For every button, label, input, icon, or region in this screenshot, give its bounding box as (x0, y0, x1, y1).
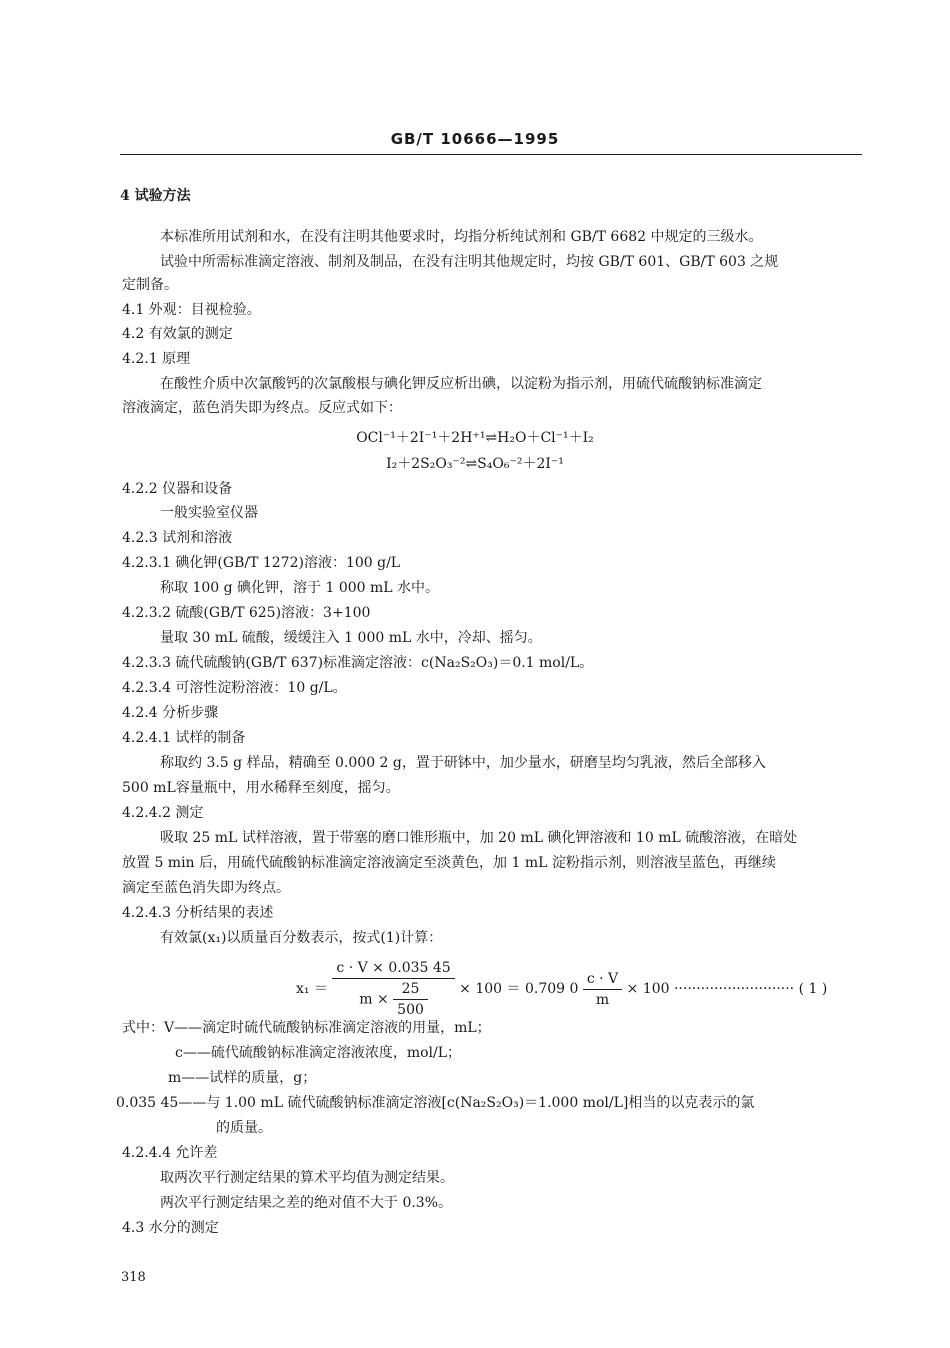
text-line: 4.2 有效氯的测定 (122, 326, 233, 342)
formula-lhs: x₁ ＝ (296, 981, 328, 997)
formula-num-1: c · V × 0.035 45 (332, 958, 454, 979)
text-line: 4.2.4.3 分析结果的表述 (122, 905, 274, 921)
formula-inner-fraction (393, 979, 428, 1020)
text-line: 试验中所需标准滴定溶液、制剂及制品，在没有注明其他规定时，均按 GB/T 601、GB/T 603 之规 (160, 254, 779, 270)
text-line: 称取 100 g 碘化钾，溶于 1 000 mL 水中。 (160, 580, 440, 596)
formula-fraction-1 (332, 958, 454, 1020)
text-line: 在酸性介质中次氯酸钙的次氯酸根与碘化钾反应析出碘，以淀粉为指示剂，用硫代硫酸钠标准滴定 (160, 376, 762, 392)
text-line: 4.2.4.1 试样的制备 (122, 730, 246, 746)
text-line: 有效氯(x₁)以质量百分数表示，按式(1)计算： (160, 930, 443, 946)
text-line: 4.2.3.1 碘化钾(GB/T 1272)溶液：100 g/L (122, 555, 401, 571)
formula-tail: × 100 ··························· ( 1 ) (626, 981, 828, 997)
text-line: 滴定至蓝色消失即为终点。 (122, 880, 290, 896)
text-line: 4 试验方法 (120, 188, 191, 204)
text-line: 两次平行测定结果之差的绝对值不大于 0.3%。 (160, 1195, 453, 1211)
text-line: 定制备。 (122, 277, 178, 293)
text-line: 4.2.2 仪器和设备 (122, 481, 233, 497)
text-line: 4.3 水分的测定 (122, 1220, 219, 1236)
text-line: 500 mL容量瓶中，用水稀释至刻度，摇匀。 (122, 780, 400, 796)
text-line: 4.2.4.4 允许差 (122, 1145, 218, 1161)
text-line: 取两次平行测定结果的算术平均值为测定结果。 (160, 1170, 454, 1186)
text-line: 量取 30 mL 硫酸，缓缓注入 1 000 mL 水中，冷却、摇匀。 (160, 630, 542, 646)
formula-den-2: m (595, 991, 610, 1008)
text-line: 的质量。 (216, 1120, 272, 1136)
text-line: 4.2.3.2 硫酸(GB/T 625)溶液：3+100 (122, 605, 371, 621)
header-rule (120, 154, 862, 155)
reaction-equation-1: OCl⁻¹＋2I⁻¹＋2H⁺¹⇌H₂O＋Cl⁻¹＋I₂ (356, 430, 594, 446)
text-line: 式中：V——滴定时硫代硫酸钠标准滴定溶液的用量，mL； (122, 1020, 491, 1036)
standard-number-header: GB/T 10666—1995 (390, 130, 560, 148)
text-line: c——硫代硫酸钠标准滴定溶液浓度，mol/L； (175, 1045, 462, 1061)
text-line: 一般实验室仪器 (160, 505, 258, 521)
text-line: 4.2.3.4 可溶性淀粉溶液：10 g/L。 (122, 680, 347, 696)
formula-den-1 (332, 979, 454, 1020)
formula-den-1a: m × (359, 991, 389, 1008)
page-number: 318 (121, 1270, 146, 1285)
text-line: m——试样的质量，g； (168, 1070, 317, 1086)
formula-num-2: c · V (583, 969, 622, 990)
formula-fraction-2 (583, 969, 622, 1010)
text-line: 称取约 3.5 g 样品，精确至 0.000 2 g，置于研钵中，加少量水，研磨呈均匀乳液，然后全部移入 (160, 755, 766, 771)
text-line: 4.2.3 试剂和溶液 (122, 530, 233, 546)
text-line: 吸取 25 mL 试样溶液，置于带塞的磨口锥形瓶中，加 20 mL 碘化钾溶液和 10 mL 硫酸溶液，在暗处 (160, 830, 798, 846)
text-line: 0.035 45——与 1.00 mL 硫代硫酸钠标准滴定溶液[c(Na₂S₂O₃)＝1.000 mol/L]相当的以克表示的氯 (116, 1095, 755, 1111)
text-line: 本标准所用试剂和水，在没有注明其他要求时，均指分析纯试剂和 GB/T 6682 中规定的三级水。 (160, 229, 763, 245)
text-line: 4.2.4.2 测定 (122, 805, 204, 821)
text-line: 4.2.1 原理 (122, 351, 191, 367)
text-line: 放置 5 min 后，用硫代硫酸钠标准滴定溶液滴定至淡黄色，加 1 mL 淀粉指示剂，则溶液呈蓝色，再继续 (122, 855, 776, 871)
text-line: 4.2.4 分析步骤 (122, 705, 219, 721)
text-line: 4.2.3.3 硫代硫酸钠(GB/T 637)标准滴定溶液：c(Na₂S₂O₃)＝0.1 mol/L。 (122, 655, 594, 671)
formula-inner-num: 25 (393, 979, 428, 1000)
formula-1 (296, 958, 862, 1020)
text-line: 溶液滴定，蓝色消失即为终点。反应式如下： (122, 400, 402, 416)
reaction-equation-2: I₂＋2S₂O₃⁻²⇌S₄O₆⁻²＋2I⁻¹ (386, 456, 564, 472)
formula-inner-den: 500 (397, 1002, 424, 1018)
formula-mid: × 100 ＝ 0.709 0 (459, 981, 579, 997)
text-line: 4.1 外观：目视检验。 (122, 302, 261, 318)
